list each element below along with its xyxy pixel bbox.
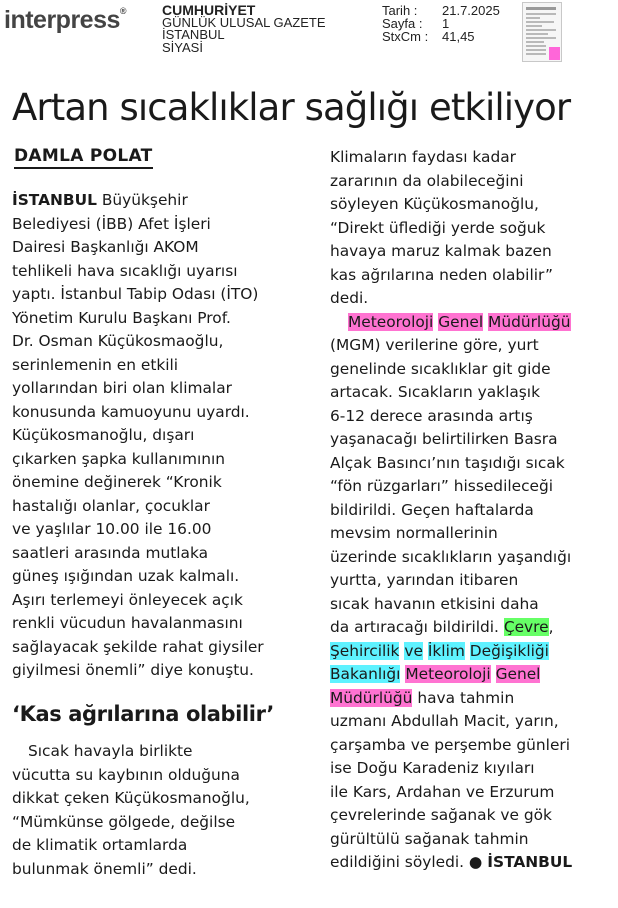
text-line: sıcak havanın etkisini daha: [330, 594, 539, 613]
text-line: vücutta su kaybının olduğuna: [12, 765, 240, 784]
article-column-1-continued: [12, 740, 302, 881]
text-line: söyleyen Küçükosmanoğlu,: [330, 195, 539, 213]
logo-registered-mark: ®: [119, 6, 127, 16]
end-bullet: ●: [468, 853, 483, 871]
text-line-highlighted: [330, 311, 614, 335]
highlight-term: Meteoroloji: [405, 665, 491, 683]
text-line: Alçak Basıncı’nın taşıdığı sıcak: [330, 453, 565, 472]
text-line: zararının da olabileceğini: [330, 171, 524, 190]
article-column-2: [330, 146, 614, 875]
text-line: dikkat çeken Küçükosmanoğlu,: [12, 789, 250, 807]
publication-city: İSTANBUL: [162, 27, 225, 42]
text-line: üzerinde sıcaklıkların yaşandığı: [330, 547, 572, 566]
text-line: yaptı. İstanbul Tabip Odası (İTO): [12, 285, 259, 303]
text-line: Klimaların faydası kadar: [330, 148, 516, 166]
page-value: 1: [442, 16, 450, 31]
text-line: konusunda kamuoyunu uyardı.: [12, 402, 250, 421]
text-line: kas ağrılarına neden olabilir”: [330, 265, 553, 284]
text-line: Aşırı terlemeyi önleyecek açık: [12, 590, 243, 609]
text-line: serinlemenin en etkili: [12, 355, 179, 374]
text-line-highlighted: Müdürlüğü hava tahmin: [330, 688, 515, 707]
text-line: hastalığı olanlar, çocuklar: [12, 496, 210, 515]
text-line: tehlikeli hava sıcaklığı uyarısı: [12, 261, 238, 280]
publication-frequency: GÜNLÜK ULUSAL GAZETE: [162, 14, 326, 30]
publication-section: SİYASİ: [162, 39, 203, 55]
end-dateline: İSTANBUL: [487, 853, 573, 871]
article-column-1: [12, 189, 302, 683]
text-line: çıkarken şapka kullanımının: [12, 449, 226, 468]
text-line: güneş ışığından uzak kalmalı.: [12, 567, 240, 585]
date-value: 21.7.2025: [442, 3, 500, 18]
highlight-term: Şehircilik: [330, 641, 400, 660]
text-line: ise Doğu Karadeniz kıyıları: [330, 759, 535, 777]
page-label: Sayfa :: [382, 16, 423, 31]
text-line: artacak. Sıcakların yaklaşık: [330, 383, 540, 401]
dateline: İSTANBUL: [12, 191, 97, 209]
highlight-term: Meteoroloji: [348, 312, 434, 331]
text-line: “fön rüzgarları” hissedileceği: [330, 477, 554, 495]
highlight-term: Genel: [438, 312, 484, 331]
text-line-highlighted: [330, 663, 614, 687]
clip-info: [382, 4, 500, 43]
article-headline: Artan sıcaklıklar sağlığı etkiliyor: [12, 86, 571, 129]
text-line: Dairesi Başkanlığı AKOM: [12, 238, 199, 256]
text-line: 6-12 derece arasında artış: [330, 406, 533, 425]
text-line: mevsim normallerinin: [330, 524, 498, 542]
text-line: (MGM) verilerine göre, yurt: [330, 336, 539, 354]
text-line: uzmanı Abdullah Macit, yarın,: [330, 712, 559, 730]
text-line: saatleri arasında mutlaka: [12, 543, 209, 562]
text-line: Sıcak havayla birlikte: [28, 742, 193, 760]
article-subheading: ‘Kas ağrılarına olabilir’: [12, 702, 274, 726]
text-line: çevrelerinde sağanak ve gök: [330, 806, 552, 824]
text-line: yollarından biri olan klimalar: [12, 379, 232, 397]
article-byline: DAMLA POLAT: [14, 146, 153, 169]
stxcm-value: 41,45: [442, 29, 475, 44]
text-line: renkli vücudun havalanmasını: [12, 614, 243, 632]
text-line-highlighted: da artıracağı bildirildi. Çevre,: [330, 618, 554, 636]
logo-text: interpress: [4, 6, 120, 34]
stxcm-label: StxCm :: [382, 29, 429, 44]
highlight-term: Bakanlığı: [330, 665, 401, 683]
text-line-highlighted: [330, 640, 614, 664]
publication-name: CUMHURİYET: [162, 2, 256, 18]
text-line: giyilmesi önemli” diye konuştu.: [12, 661, 254, 679]
publication-meta: [162, 4, 326, 54]
text-line: çarşamba ve perşembe günleri: [330, 735, 571, 754]
highlight-term: Genel: [495, 665, 541, 683]
text-line: gürültülü sağanak tahmin: [330, 829, 529, 848]
text-line: Dr. Osman Küçükosmaoğlu,: [12, 332, 224, 350]
text-line: de klimatik ortamlarda: [12, 836, 188, 854]
text-line: Yönetim Kurulu Başkanı Prof.: [12, 308, 231, 327]
text-line: İSTANBUL Büyükşehir: [12, 191, 188, 209]
text-line: yaşanacağı belirtilirken Basra: [330, 430, 558, 448]
highlight-term: Çevre: [503, 618, 549, 636]
article-location-marker: [549, 47, 560, 60]
highlight-term: İklim: [427, 641, 465, 660]
highlight-term: ve: [404, 641, 423, 660]
text-line: “Direkt üflediği yerde soğuk: [330, 218, 546, 237]
highlight-term: Değişikliği: [469, 641, 549, 660]
text-line: bildirildi. Geçen haftalarda: [330, 500, 534, 519]
page-thumbnail[interactable]: [522, 2, 562, 62]
highlight-term: Müdürlüğü: [330, 688, 413, 707]
text-line: ile Kars, Ardahan ve Erzurum: [330, 782, 555, 801]
text-line: bulunmak önemli” dedi.: [12, 859, 197, 878]
text-line: Belediyesi (İBB) Afet İşleri: [12, 214, 211, 233]
text-line: dedi.: [330, 289, 369, 307]
highlight-term: Müdürlüğü: [488, 312, 571, 331]
date-label: Tarih :: [382, 3, 418, 18]
text-line: yurtta, yarından itibaren: [330, 571, 519, 589]
interpress-logo: [4, 6, 126, 35]
text-line: “Mümkünse gölgede, değilse: [12, 812, 236, 831]
text-line: önemine değinerek “Kronik: [12, 473, 222, 491]
text-line-end: edildiğini söyledi. ● İSTANBUL: [330, 853, 573, 871]
text-line: ve yaşlılar 10.00 ile 16.00: [12, 520, 212, 538]
text-line: genelinde sıcaklıklar git gide: [330, 359, 551, 378]
text-line: Küçükosmanoğlu, dışarı: [12, 426, 195, 444]
text-line: havaya maruz kalmak bazen: [330, 242, 552, 260]
text-line: sağlayacak şekilde rahat giysiler: [12, 637, 264, 656]
stxcm-row: [382, 30, 500, 43]
